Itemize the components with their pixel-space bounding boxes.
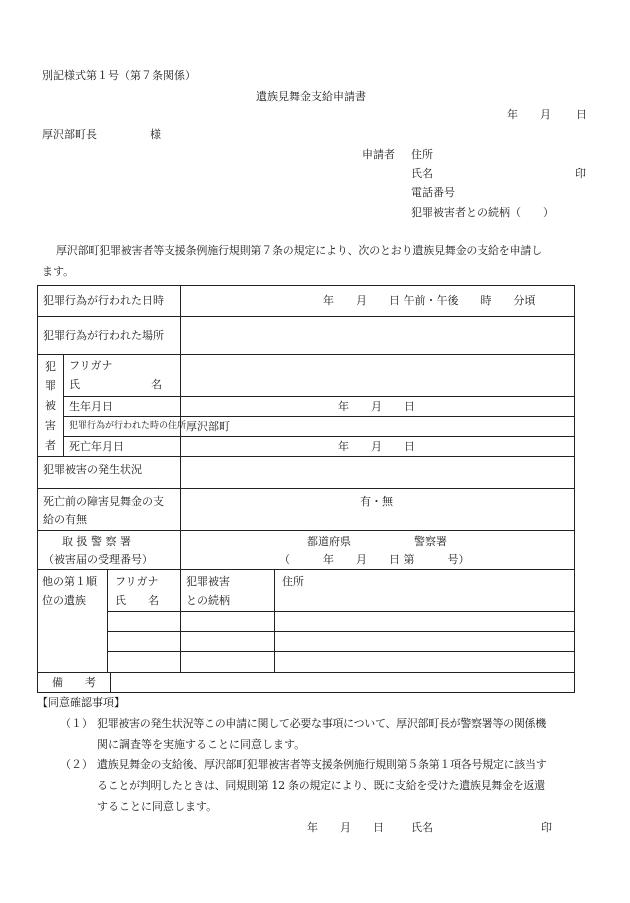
intro-line-2: ます。 <box>42 265 75 278</box>
consent-sign-name-label: 氏名 <box>411 821 433 834</box>
row-divider <box>107 651 575 652</box>
consent-sign-date: 年 月 日 <box>307 821 384 834</box>
crime-place-label: 犯罪行為が行われた場所 <box>43 329 164 342</box>
applicant-phone-label: 電話番号 <box>411 186 455 199</box>
column-divider <box>63 354 64 456</box>
other-family-label-1: 他の第１順 <box>42 575 97 588</box>
row-divider <box>63 436 575 437</box>
row-divider <box>37 530 575 531</box>
victim-name-label-1: 氏 <box>69 378 80 391</box>
crime-datetime-label: 犯罪行為が行われた日時 <box>43 294 164 307</box>
police-prefecture: 都道府県 <box>307 535 351 548</box>
disability-value: 有・無 <box>360 495 393 508</box>
victim-side-char: 犯 <box>45 360 56 373</box>
consent-item-2-line-2: ることが判明したときは、同規則第 12 条の規定により、既に支給を受けた遺族見舞金を返還 <box>97 779 545 792</box>
row-divider <box>37 354 575 355</box>
disability-label-2: 給の有無 <box>43 513 87 526</box>
date-month: 月 <box>540 108 551 121</box>
birth-date-value: 年 月 日 <box>338 400 415 413</box>
honorific: 様 <box>150 128 161 141</box>
family-address-header: 住所 <box>282 575 304 588</box>
column-divider <box>274 569 275 672</box>
death-date-label: 死亡年月日 <box>69 440 124 453</box>
addressee: 厚沢部町長 <box>42 128 97 141</box>
police-label-1: 取 扱 警 察 署 <box>62 535 131 548</box>
intro-line-1: 厚沢部町犯罪被害者等支援条例施行規則第７条の規定により、次のとおり遺族見舞金の支給を申請し <box>56 244 542 257</box>
row-divider <box>37 569 575 570</box>
damage-status-label: 犯罪被害の発生状況 <box>43 463 142 476</box>
consent-sign-seal: 印 <box>541 821 552 834</box>
disability-label-1: 死亡前の障害見舞金の支 <box>43 495 164 508</box>
address-at-crime-value: 厚沢部町 <box>186 420 230 433</box>
applicant-relationship-label: 犯罪被害者との続柄（ ） <box>411 206 554 219</box>
row-divider <box>37 456 575 457</box>
police-label-2: （被害届の受理番号） <box>43 553 153 566</box>
family-furigana-header: フリガナ <box>115 575 159 588</box>
remarks-label: 備 考 <box>52 676 96 689</box>
crime-datetime-value: 年 月 日 午前・午後 時 分頃 <box>323 294 536 307</box>
consent-item-2-line-3: することに同意します。 <box>97 800 218 813</box>
victim-side-char: 被 <box>45 399 56 412</box>
other-family-label-2: 位の遺族 <box>42 594 86 607</box>
column-divider <box>107 569 108 672</box>
applicant-label: 申請者 <box>362 148 395 161</box>
victim-name-label-2: 名 <box>151 378 162 391</box>
birth-date-label: 生年月日 <box>69 400 113 413</box>
victim-side-char: 害 <box>45 419 56 432</box>
consent-heading: 【同意確認事項】 <box>37 696 125 709</box>
column-divider <box>180 569 181 672</box>
row-divider <box>37 316 575 317</box>
column-divider <box>110 672 111 693</box>
document-title: 遺族見舞金支給申請書 <box>256 90 366 103</box>
victim-furigana-label: フリガナ <box>69 359 113 372</box>
form-number: 別記様式第１号（第７条関係） <box>42 69 196 82</box>
police-station: 警察署 <box>414 535 447 548</box>
consent-item-1-line-2: 関に調査等を実施することに同意します。 <box>97 738 306 751</box>
death-date-value: 年 月 日 <box>338 440 415 453</box>
row-divider <box>107 611 575 612</box>
row-divider <box>63 416 575 417</box>
row-divider <box>63 396 575 397</box>
consent-item-2-line-1: 遺族見舞金の支給後、厚沢部町犯罪被害者等支援条例施行規則第５条第１項各号規定に該当す <box>97 758 547 771</box>
family-name-header: 氏 名 <box>115 594 159 607</box>
family-relationship-header-2: との続柄 <box>186 594 230 607</box>
address-at-crime-label: 犯罪行為が行われた時の住所 <box>69 421 187 431</box>
applicant-address-label: 住所 <box>411 148 433 161</box>
row-divider <box>37 672 575 673</box>
police-receipt-number: （ 年 月 日 第 号） <box>279 553 470 566</box>
row-divider <box>37 488 575 489</box>
applicant-seal: 印 <box>575 167 586 180</box>
family-relationship-header-1: 犯罪被害 <box>186 575 230 588</box>
date-day: 日 <box>576 108 587 121</box>
date-year: 年 <box>507 108 518 121</box>
victim-side-char: 罪 <box>45 379 56 392</box>
consent-item-1-number: （１） <box>60 717 93 730</box>
consent-item-1-line-1: 犯罪被害の発生状況等この申請に関して必要な事項について、厚沢部町長が警察署等の関係機 <box>97 717 546 730</box>
row-divider <box>107 631 575 632</box>
consent-item-2-number: （２） <box>60 758 93 771</box>
applicant-name-label: 氏名 <box>411 167 433 180</box>
victim-side-char: 者 <box>45 439 56 452</box>
